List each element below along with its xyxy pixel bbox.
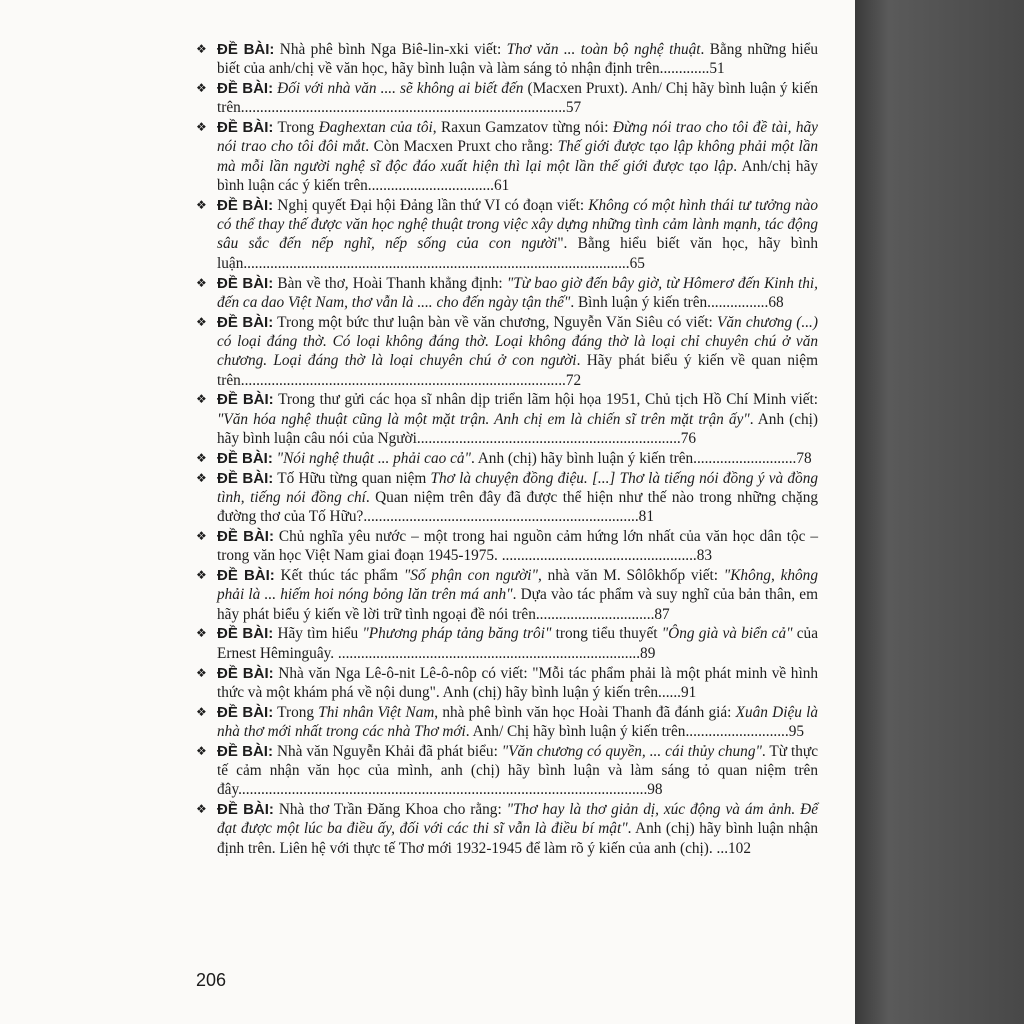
diamond-bullet-icon: ❖ — [196, 528, 207, 543]
entry-text — [217, 80, 818, 116]
entry-label: ĐỀ BÀI: — [217, 527, 274, 545]
diamond-bullet-icon: ❖ — [196, 120, 207, 135]
diamond-bullet-icon: ❖ — [196, 42, 207, 56]
entry-text-segment: , nhà phê bình văn học Hoài Thanh đã đánh giá: — [434, 703, 736, 721]
toc-entry — [196, 624, 818, 663]
entry-label: ĐỀ BÀI: — [217, 664, 274, 682]
toc-entry — [196, 40, 818, 79]
diamond-bullet-icon: ❖ — [196, 197, 207, 212]
entry-label: ĐỀ BÀI: — [217, 41, 275, 58]
toc-entry — [196, 118, 818, 195]
entry-label: ĐỀ BÀI: — [217, 119, 274, 137]
entry-text — [217, 665, 818, 701]
entry-quote: "Thơ hay là thơ giản dị, xúc động và ám ảnh. Để đạt được một lúc ba điều ấy, đối với các thi sĩ vẫn là điều bí mật" — [217, 801, 818, 838]
entry-label: ĐỀ BÀI: — [217, 391, 274, 409]
toc-entry — [196, 449, 818, 468]
page-number: 206 — [196, 970, 227, 990]
entry-text-segment: Trong — [277, 119, 319, 137]
entry-label: ĐỀ BÀI: — [217, 449, 273, 467]
entry-text-segment: Chủ nghĩa yêu nước – một trong hai nguồn cảm hứng lớn nhất của văn học dân tộc – trong văn học Việt Nam giai đoạn 1945-1975. ...................................................83 — [217, 527, 818, 565]
entry-text-segment: Trong một bức thư luận bàn về văn chương, Nguyễn Văn Siêu có viết: — [277, 313, 717, 331]
entry-text-segment: . Anh/chị hãy bình luận các ý kiến trên.................................61 — [217, 157, 819, 195]
toc-entry — [196, 79, 818, 118]
toc-entry — [196, 274, 818, 313]
entry-quote: Không có một hình thái tư tưởng nào có thể thay thế được văn học nghệ thuật trong việc xây dựng những tình cảm lành mạnh, tác động sâu sắc đến nếp nghĩ, nếp sống của con người — [217, 196, 818, 253]
entry-quote: "Văn hóa nghệ thuật cũng là một mặt trận. Anh chị em là chiến sĩ trên mặt trận ấy" — [217, 410, 750, 428]
entry-label: ĐỀ BÀI: — [217, 469, 274, 487]
entry-label: ĐỀ BÀI: — [217, 196, 274, 214]
entry-text — [217, 567, 818, 623]
diamond-bullet-icon: ❖ — [196, 81, 207, 96]
entry-text-segment: Tố Hữu từng quan niệm — [277, 469, 431, 487]
entry-label: ĐỀ BÀI: — [217, 313, 274, 331]
entry-text-segment: Hãy tìm hiểu — [277, 625, 363, 643]
toc-entry — [196, 196, 818, 273]
entry-quote: Thi nhân Việt Nam — [318, 703, 435, 721]
entry-text — [217, 801, 818, 857]
entry-text-segment: Kết thúc tác phẩm — [280, 567, 404, 585]
entry-label: ĐỀ BÀI: — [217, 801, 274, 819]
diamond-bullet-icon: ❖ — [196, 568, 207, 583]
toc-entry — [196, 664, 818, 703]
entry-quote: Đừng nói trao cho tôi đề tài, hãy nói trao cho tôi đôi mắt — [217, 119, 818, 156]
diamond-bullet-icon: ❖ — [196, 802, 207, 817]
diamond-bullet-icon: ❖ — [196, 626, 207, 641]
entry-text-segment: . Còn Macxen Pruxt cho rằng: — [365, 138, 558, 156]
entry-text-segment: . Anh (chị) hãy bình luận câu nói của Người.....................................................................76 — [217, 410, 819, 447]
entry-text-segment: trong tiểu thuyết — [551, 625, 662, 643]
entry-text-segment: của Ernest Hêminguây. ...............................................................................89 — [217, 625, 818, 662]
entry-text-segment: Bàn về thơ, Hoài Thanh khẳng định: — [277, 274, 507, 292]
entry-text-segment: . Hãy phát biểu ý kiến về quan niệm trên.....................................................................................72 — [217, 352, 818, 389]
entry-text — [217, 704, 818, 740]
entry-text-segment: . Bình luận ý kiến trên................68 — [570, 293, 784, 311]
entry-text-segment: . Quan niệm trên đây đã được thể hiện như thế nào trong những chặng đường thơ của Tố Hữu?........................................................................81 — [217, 488, 818, 526]
entry-text — [217, 41, 818, 77]
entry-text — [217, 528, 818, 564]
entry-quote: Thơ là chuyện đồng điệu. [...] Thơ là tiếng nói đồng ý và đồng tình, tiếng nói đồng chí — [217, 469, 818, 506]
entry-text — [217, 625, 818, 661]
entry-label: ĐỀ BÀI: — [217, 742, 273, 760]
table-of-contents — [196, 40, 818, 858]
entry-quote: Văn chương (...) có loại đáng thờ. Có loại không đáng thờ. Loại không đáng thờ là loại chỉ chuyên chú ở văn chương. Loại đáng thờ là loại chuyên chú ở con người — [217, 313, 818, 370]
toc-entry — [196, 800, 818, 858]
entry-quote: "Văn chương có quyền, ... cái thủy chung" — [501, 742, 762, 760]
entry-text-segment: . Anh (chị) hãy bình luận nhận định trên. Liên hệ với thực tế Thơ mới 1932-1945 để làm rõ ý kiến của anh (chị). ...102 — [217, 820, 819, 857]
entry-text — [217, 470, 818, 526]
entry-text-segment: . Bằng những hiểu biết của anh/chị về văn học, hãy bình luận và làm sáng tỏ nhận định trên.............51 — [217, 41, 819, 78]
entry-text — [217, 391, 818, 447]
toc-entry — [196, 566, 818, 624]
entry-quote: Xuân Diệu là nhà thơ mới nhất trong các nhà Thơ mới — [217, 703, 818, 740]
toc-entry — [196, 390, 818, 448]
entry-text-segment: . Anh/ Chị hãy bình luận ý kiến trên...........................95 — [465, 722, 805, 740]
entry-quote: Thế giới được tạo lập không phải một lần mà mỗi lần người nghệ sĩ độc đáo xuất hiện thì lại một lần thế giới được tạo lập — [217, 138, 818, 175]
toc-entry — [196, 469, 818, 527]
toc-entry — [196, 527, 818, 566]
entry-label: ĐỀ BÀI: — [217, 703, 274, 721]
entry-label: ĐỀ BÀI: — [217, 625, 274, 643]
entry-text-segment: Nhà văn Nga Lê-ô-nit Lê-ô-nôp có viết: "Mỗi tác phẩm phải là một phát minh về hình thức và một khám phá về nội dung". Anh (chị) hãy bình luận ý kiến trên......91 — [217, 664, 818, 701]
diamond-bullet-icon: ❖ — [196, 392, 207, 407]
entry-text — [217, 197, 818, 272]
entry-text-segment: ". Bằng hiểu biết văn học, hãy bình luận.....................................................................................................65 — [217, 235, 818, 272]
entry-text — [217, 314, 818, 389]
diamond-bullet-icon: ❖ — [196, 665, 207, 680]
entry-text-segment: . Anh (chị) hãy bình luận ý kiến trên...........................78 — [470, 449, 812, 467]
toc-entry — [196, 703, 818, 742]
page-edge-background — [855, 0, 1024, 1024]
entry-text-segment: Trong thư gửi các họa sĩ nhân dịp triển lãm hội họa 1951, Chủ tịch Hồ Chí Minh viết: — [278, 391, 818, 409]
entry-quote: Thơ văn ... toàn bộ nghệ thuật — [506, 41, 701, 58]
toc-entry — [196, 742, 818, 800]
entry-quote: Đaghextan của tôi — [318, 119, 433, 137]
diamond-bullet-icon: ❖ — [196, 470, 207, 485]
diamond-bullet-icon: ❖ — [196, 275, 207, 290]
entry-quote: "Nói nghệ thuật ... phải cao cả" — [276, 449, 471, 467]
diamond-bullet-icon: ❖ — [196, 450, 207, 465]
entry-text — [217, 275, 818, 311]
entry-text — [277, 450, 812, 467]
entry-text-segment: . Từ thực tế cảm nhận văn học của mình, anh (chị) hãy bình luận và làm sáng tỏ quan niệm trên đây...........................................................................................................98 — [217, 742, 819, 799]
entry-quote: "Phương pháp tảng băng trôi" — [362, 625, 552, 643]
toc-entry — [196, 313, 818, 390]
entry-quote: "Từ bao giờ đến bây giờ, từ Hômerơ đến Kinh thi, đến ca dao Việt Nam, thơ vẫn là .... cho đến ngày tận thế" — [217, 274, 818, 311]
entry-label: ĐỀ BÀI: — [217, 80, 274, 98]
entry-text-segment: , Raxun Gamzatov từng nói: — [432, 119, 613, 137]
entry-text — [217, 119, 818, 194]
entry-quote: "Không, không phải là ... hiếm hoi nóng bỏng lăn trên má anh" — [217, 567, 818, 604]
entry-text-segment: Nhà thơ Trần Đăng Khoa cho rằng: — [278, 801, 507, 819]
entry-label: ĐỀ BÀI: — [217, 274, 274, 292]
entry-text-segment: Trong — [277, 703, 319, 721]
entry-label: ĐỀ BÀI: — [217, 567, 275, 585]
entry-text-segment: , nhà văn M. Sôlôkhốp viết: — [537, 567, 724, 585]
entry-text-segment: . Dựa vào tác phẩm và suy nghĩ của bản thân, em hãy phát biểu ý kiến về lời trữ tình ngoại đề nói trên...............................87 — [217, 586, 818, 623]
diamond-bullet-icon: ❖ — [196, 743, 207, 758]
entry-text-segment: (Macxen Pruxt). Anh/ Chị hãy bình luận ý kiến trên.....................................................................................57 — [217, 80, 818, 117]
entry-text — [217, 743, 818, 799]
diamond-bullet-icon: ❖ — [196, 314, 207, 329]
entry-quote: "Số phận con người" — [403, 567, 538, 585]
entry-text-segment: Nhà văn Nguyễn Khải đã phát biểu: — [276, 742, 502, 760]
entry-text-segment: Nghị quyết Đại hội Đảng lần thứ VI có đoạn viết: — [277, 196, 589, 214]
entry-text-segment: Nhà phê bình Nga Biê-lin-xki viết: — [279, 41, 507, 58]
diamond-bullet-icon: ❖ — [196, 704, 207, 719]
entry-quote: "Ông già và biển cả" — [661, 625, 793, 643]
entry-quote: Đối với nhà văn .... sẽ không ai biết đến — [277, 80, 524, 98]
